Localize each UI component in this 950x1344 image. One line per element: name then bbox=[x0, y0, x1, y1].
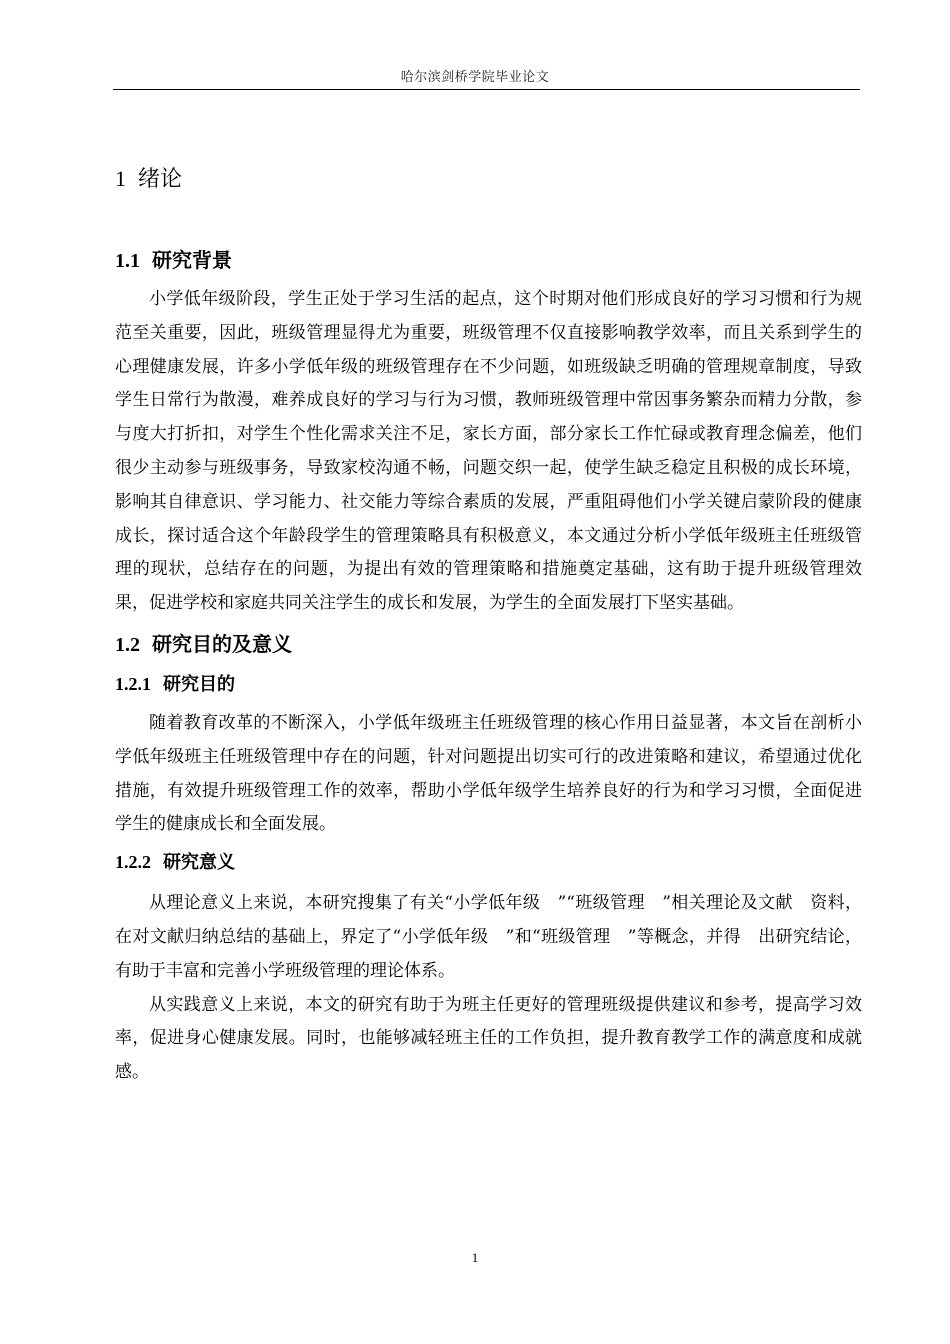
chapter-title: 绪论 bbox=[138, 167, 183, 192]
section-title: 研究目的 bbox=[163, 673, 235, 695]
section-heading-1-1 bbox=[115, 243, 862, 278]
chapter-heading bbox=[115, 160, 862, 198]
section-number: 1.1 bbox=[115, 250, 140, 272]
background-paragraph: 小学低年级阶段，学生正处于学习生活的起点，这个时期对他们形成良好的学习习惯和行为规范至关重要，因此，班级管理显得尤为重要，班级管理不仅直接影响教学效率，而且关系到学生的心理健康发展，许多小学低年级的班级管理存在不少问题，如班级缺乏明确的管理规章制度，导致学生日常行为散漫，难养成良好的学习与行为习惯，教师班级管理中常因事务繁杂而精力分散，参与度大打折扣，对学生个性化需求关注不足，家长方面，部分家长工作忙碌或教育理念偏差，他们很少主动参与班级事务，导致家校沟通不畅，问题交织一起，使学生缺乏稳定且积极的成长环境，影响其自律意识、学习能力、社交能力等综合素质的发展，严重阻碍他们小学关键启蒙阶段的健康成长，探讨适合这个年龄段学生的管理策略具有积极意义，本文通过分析小学低年级班主任班级管理的现状，总结存在的问题，为提出有效的管理策略和措施奠定基础，这有助于提升班级管理效果，促进学校和家庭共同关注学生的成长和发展，为学生的全面发展打下坚实基础。 bbox=[115, 289, 862, 614]
section-number: 1.2 bbox=[115, 633, 140, 656]
significance-paragraph-practice: 从实践意义上来说，本文的研究有助于为班主任更好的管理班级提供建议和参考，提高学习效率，促进身心健康发展。同时，也能够减轻班主任的工作负担，提升教育教学工作的满意度和成就感。 bbox=[115, 994, 862, 1083]
section-heading-1-2 bbox=[115, 627, 862, 662]
section-title: 研究意义 bbox=[163, 852, 235, 874]
page-number: 1 bbox=[471, 1250, 479, 1265]
section-number: 1.2.1 bbox=[115, 673, 151, 694]
section-number: 1.2.2 bbox=[115, 852, 151, 873]
header-divider bbox=[113, 89, 860, 90]
significance-paragraph-theory: 从理论意义上来说，本研究搜集了有关“小学低年级 ”“班级管理 ”相关理论及文献 资料，在对文献归纳总结的基础上，界定了“小学低年级 ”和“班级管理 ”等概念，并得 出研究结论，有助于丰富和完善小学班级管理的理论体系。 bbox=[115, 893, 862, 981]
running-header: 哈尔滨剑桥学院毕业论文 bbox=[400, 70, 550, 85]
section-title: 研究目的及意义 bbox=[152, 631, 292, 656]
section-heading-1-2-1 bbox=[115, 668, 862, 701]
document-body bbox=[115, 160, 862, 1090]
section-title: 研究背景 bbox=[152, 248, 232, 272]
section-heading-1-2-2 bbox=[115, 846, 862, 879]
purpose-paragraph: 随着教育改革的不断深入，小学低年级班主任班级管理的核心作用日益显著，本文旨在剖析小学低年级班主任班级管理中存在的问题，针对问题提出切实可行的改进策略和建议，希望通过优化措施，有效提升班级管理工作的效率，帮助小学低年级学生培养良好的行为和学习习惯，全面促进学生的健康成长和全面发展。 bbox=[115, 712, 862, 835]
chapter-number: 1 bbox=[115, 166, 126, 191]
